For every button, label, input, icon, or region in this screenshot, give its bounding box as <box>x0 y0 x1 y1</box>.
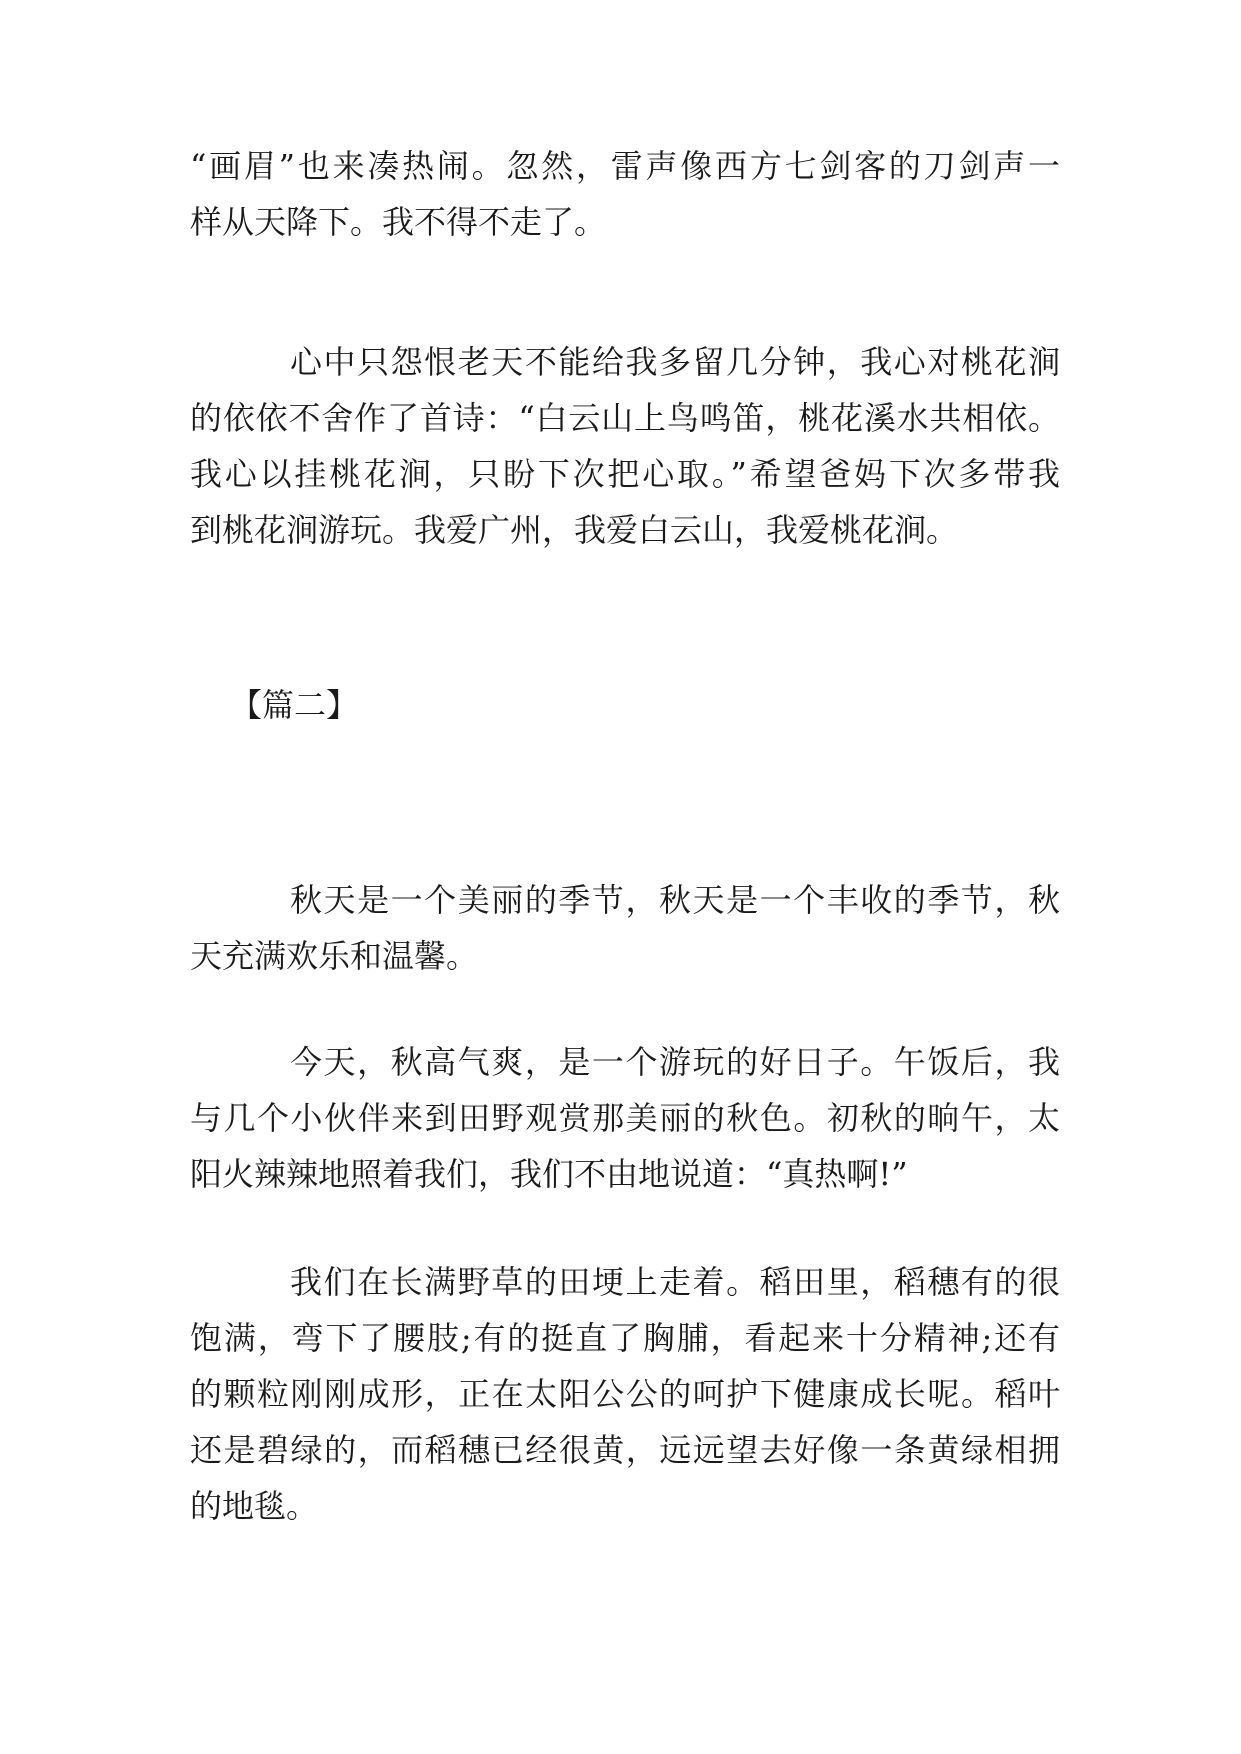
paragraph-line: 样从天降下。我不得不走了。 <box>190 203 607 241</box>
paragraph-line: 心中只怨恨老天不能给我多留几分钟，我心对桃花涧 <box>290 343 1060 381</box>
paragraph-line: 饱满，弯下了腰肢;有的挺直了胸脯，看起来十分精神;还有 <box>190 1319 1060 1357</box>
paragraph-line: 还是碧绿的，而稻穗已经很黄，远远望去好像一条黄绿相拥 <box>190 1431 1060 1469</box>
section-heading: 【篇二】 <box>230 686 359 724</box>
paragraph-line: 秋天是一个美丽的季节，秋天是一个丰收的季节，秋 <box>290 881 1060 919</box>
paragraph-line: 与几个小伙伴来到田野观赏那美丽的秋色。初秋的晌午，太 <box>190 1099 1060 1137</box>
paragraph-line: 今天，秋高气爽，是一个游玩的好日子。午饭后，我 <box>290 1043 1060 1081</box>
paragraph-line: 的依依不舍作了首诗：“白云山上鸟鸣笛，桃花溪水共相依。 <box>190 399 1060 437</box>
paragraph-line: 天充满欢乐和温馨。 <box>190 937 479 975</box>
paragraph-line: 到桃花涧游玩。我爱广州，我爱白云山，我爱桃花涧。 <box>190 511 959 549</box>
paragraph-line: 的颗粒刚刚成形，正在太阳公公的呵护下健康成长呢。稻叶 <box>190 1375 1060 1413</box>
paragraph-line: 我心以挂桃花涧，只盼下次把心取。”希望爸妈下次多带我 <box>190 455 1060 493</box>
paragraph-line: 的地毯。 <box>190 1487 319 1525</box>
paragraph-line: “画眉”也来凑热闹。忽然，雷声像西方七剑客的刀剑声一 <box>190 147 1060 185</box>
paragraph-line: 我们在长满野草的田埂上走着。稻田里，稻穗有的很 <box>290 1263 1060 1301</box>
paragraph-line: 阳火辣辣地照着我们，我们不由地说道：“真热啊!” <box>190 1155 908 1193</box>
